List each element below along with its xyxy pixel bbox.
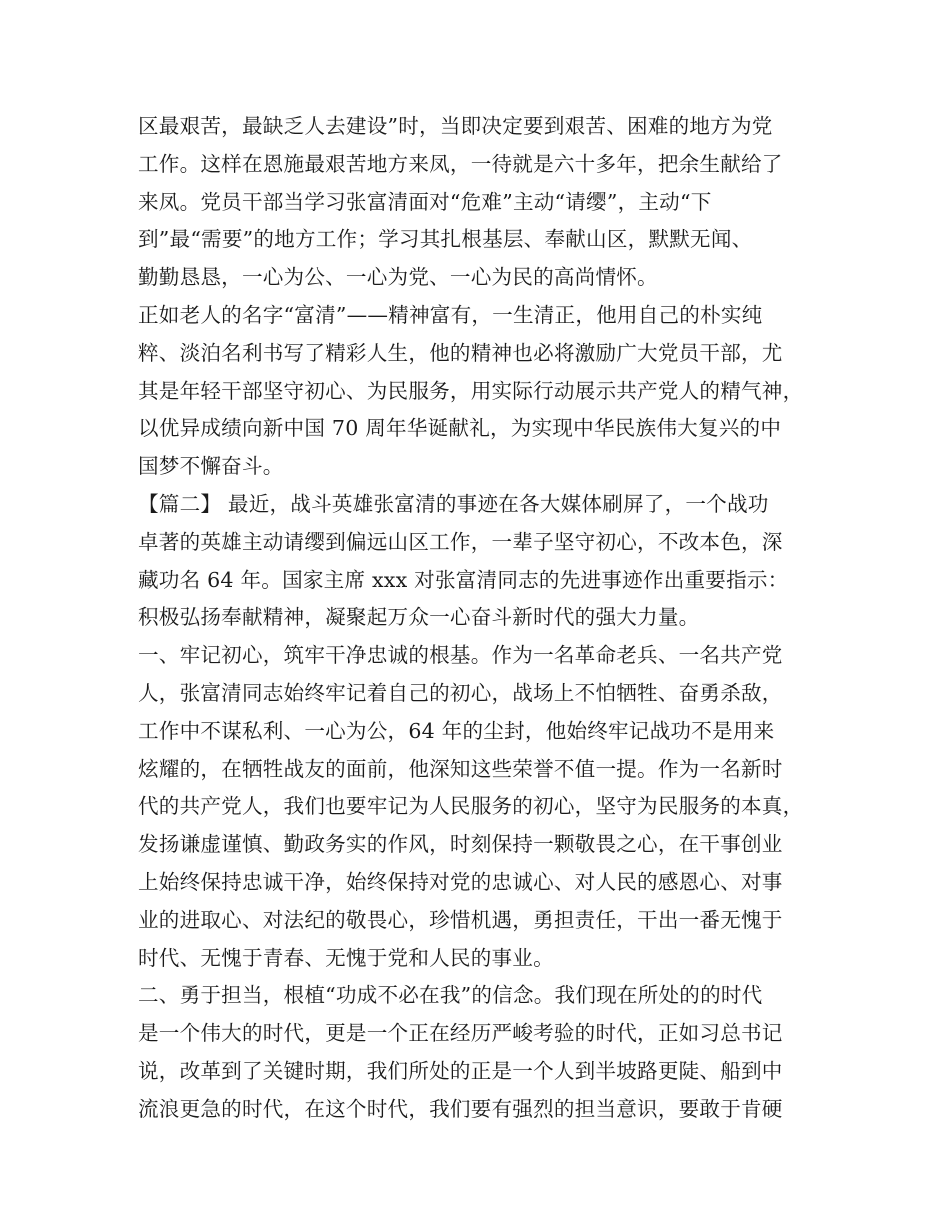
text-line: 是一个伟大的时代，更是一个正在经历严峻考验的时代，正如习总书记	[138, 1021, 783, 1046]
text-line: 来凤。党员干部当学习张富清面对“危难”主动“请缨”，主动“下	[138, 189, 712, 214]
text-line: 【篇二】 最近，战斗英雄张富清的事迹在各大媒体刷屏了，一个战功	[138, 491, 769, 516]
text-line: 人，张富清同志始终牢记着自己的初心，战场上不怕牺牲、奋勇杀敌，	[138, 680, 783, 705]
text-line: 勤勤恳恳，一心为公、一心为党、一心为民的高尚情怀。	[138, 265, 658, 290]
text-line: 其是年轻干部坚守初心、为民服务，用实际行动展示共产党人的精气神，	[138, 378, 804, 403]
text-line: 业的进取心、对法纪的敬畏心，珍惜机遇，勇担责任，干出一番无愧于	[138, 907, 783, 932]
text-line: 积极弘扬奉献精神，凝聚起万众一心奋斗新时代的强大力量。	[138, 605, 700, 630]
text-line: 一、牢记初心，筑牢干净忠诚的根基。作为一名革命老兵、一名共产党	[138, 643, 783, 668]
text-line: 工作。这样在恩施最艰苦地方来凤，一待就是六十多年，把余生献给了	[138, 151, 783, 176]
document-body	[138, 108, 818, 1129]
text-line: 国梦不懈奋斗。	[138, 454, 284, 479]
text-line: 发扬谦虚谨慎、勤政务实的作风，时刻保持一颗敬畏之心，在干事创业	[138, 832, 783, 857]
text-line: 工作中不谋私利、一心为公，64 年的尘封，他始终牢记战功不是用来	[138, 718, 775, 743]
text-line: 上始终保持忠诚干净，始终保持对党的忠诚心、对人民的感恩心、对事	[138, 869, 783, 894]
text-line: 粹、淡泊名利书写了精彩人生，他的精神也必将激励广大党员干部，尤	[138, 340, 783, 365]
text-line: 流浪更急的时代，在这个时代，我们要有强烈的担当意识，要敢于肯硬	[138, 1096, 783, 1121]
text-line: 藏功名 64 年。国家主席 xxx 对张富清同志的先进事迹作出重要指示：	[138, 567, 789, 592]
text-line: 时代、无愧于青春、无愧于党和人民的事业。	[138, 945, 554, 970]
text-line: 卓著的英雄主动请缨到偏远山区工作，一辈子坚守初心，不改本色，深	[138, 529, 783, 554]
text-line: 正如老人的名字“富清”——精神富有，一生清正，他用自己的朴实纯	[138, 302, 763, 327]
text-line: 到”最“需要”的地方工作；学习其扎根基层、奉献山区，默默无闻、	[138, 227, 753, 252]
text-line: 以优异成绩向新中国 70 周年华诞献礼，为实现中华民族伟大复兴的中	[138, 416, 782, 441]
text-line: 区最艰苦，最缺乏人去建设”时，当即决定要到艰苦、困难的地方为党	[138, 114, 773, 138]
text-line: 说，改革到了关键时期，我们所处的正是一个人到半坡路更陡、船到中	[138, 1058, 783, 1083]
text-line: 代的共产党人，我们也要牢记为人民服务的初心，坚守为民服务的本真，	[138, 794, 804, 819]
text-line: 二、勇于担当，根植“功成不必在我”的信念。我们现在所处的的时代	[138, 983, 763, 1008]
text-line: 炫耀的，在牺牲战友的面前，他深知这些荣誉不值一提。作为一名新时	[138, 756, 783, 781]
